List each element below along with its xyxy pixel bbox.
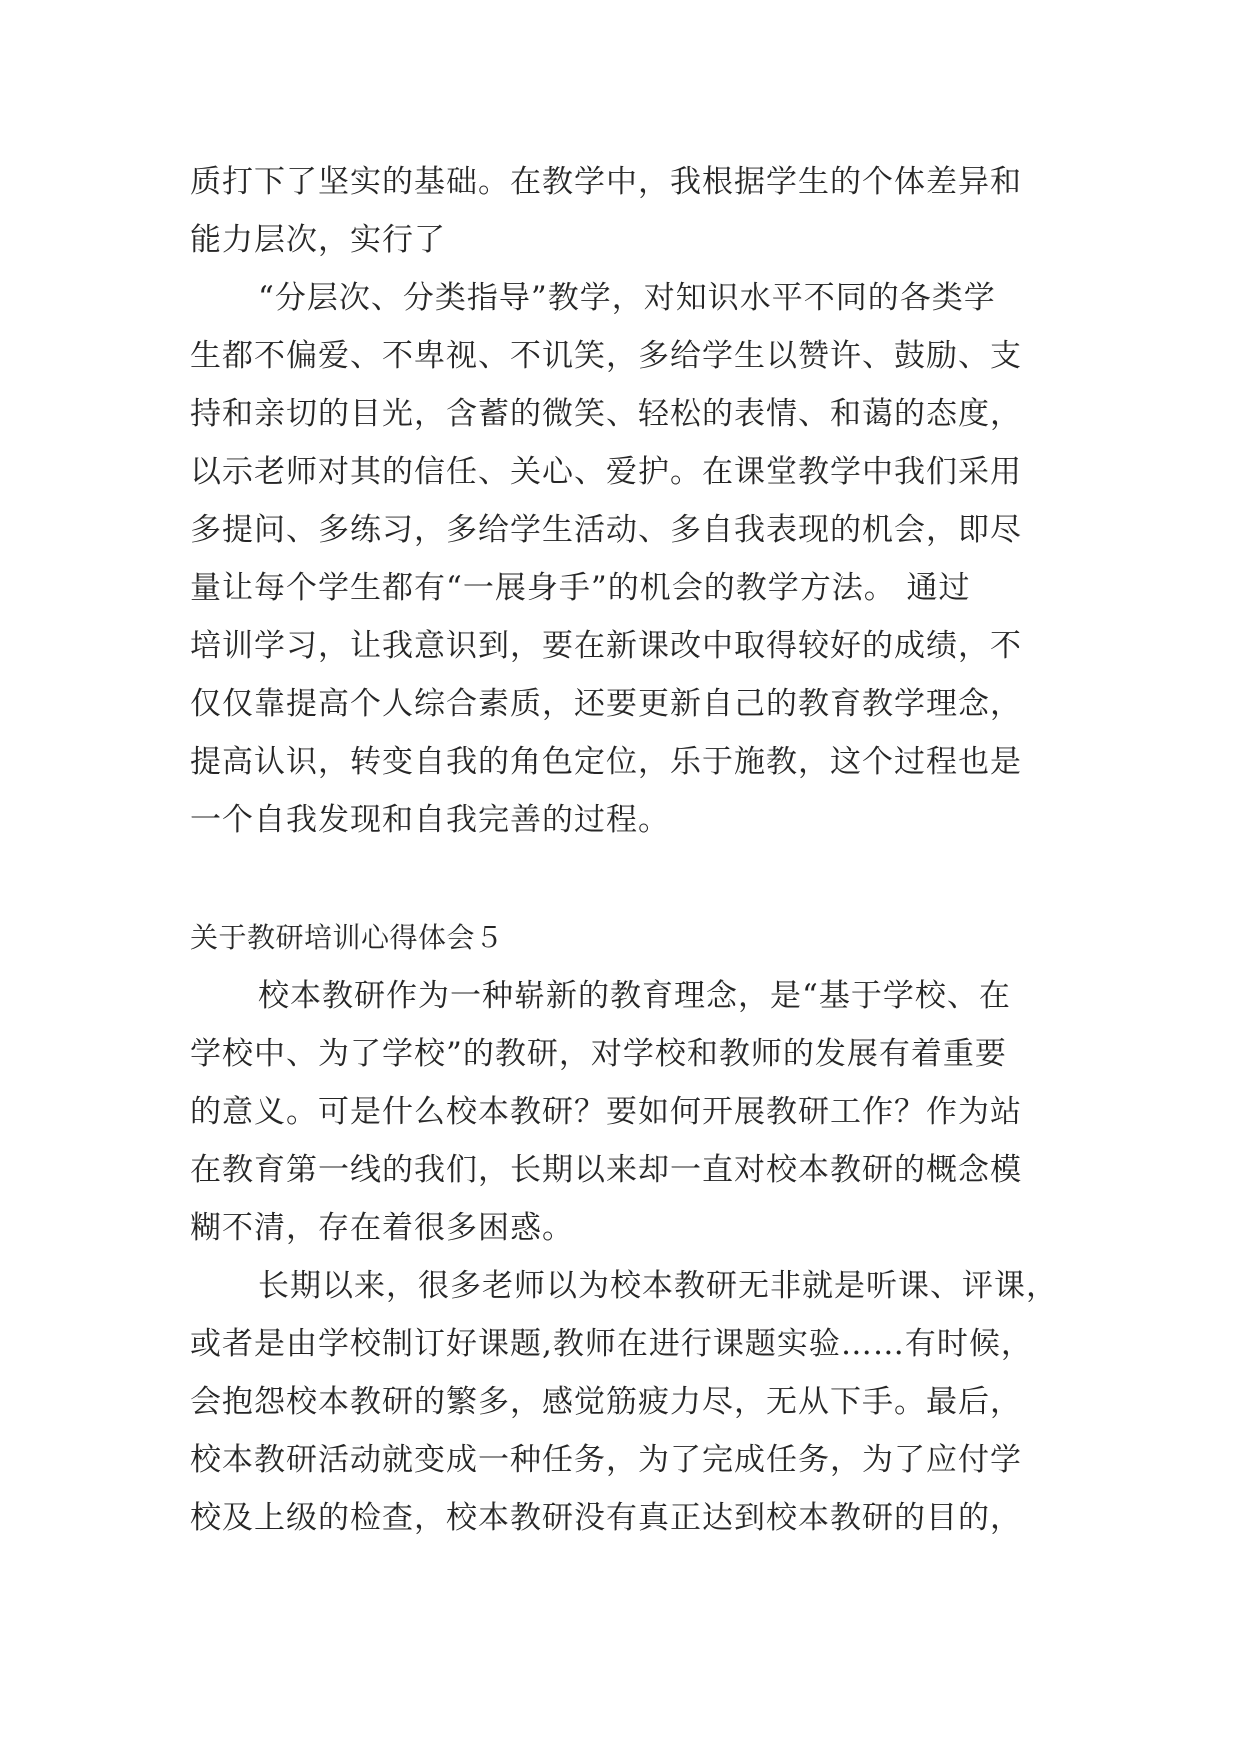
text-line: 以示老师对其的信任、关心、爱护。在课堂教学中我们采用	[190, 454, 1022, 490]
text-line: 提高认识，转变自我的角色定位，乐于施教，这个过程也是	[190, 744, 1022, 780]
text-line: 仅仅靠提高个人综合素质，还要更新自己的教育教学理念，	[190, 686, 1022, 722]
text-line: 的意义。可是什么校本教研？要如何开展教研工作？作为站	[190, 1094, 1022, 1130]
text-line: 量让每个学生都有“一展身手”的机会的教学方法。 通过	[190, 570, 971, 606]
paragraph-first-line: 校本教研作为一种崭新的教育理念，是“基于学校、在	[258, 978, 1011, 1014]
text-line: 多提问、多练习，多给学生活动、多自我表现的机会，即尽	[190, 512, 1022, 548]
text-line: 持和亲切的目光，含蓄的微笑、轻松的表情、和蔼的态度，	[190, 396, 1022, 432]
text-line: 校及上级的检查，校本教研没有真正达到校本教研的目的，	[190, 1500, 1022, 1536]
text-line: 或者是由学校制订好课题,教师在进行课题实验……有时候，	[190, 1326, 1033, 1362]
paragraph-first-line: “分层次、分类指导”教学，对知识水平不同的各类学	[258, 280, 996, 316]
text-line: 会抱怨校本教研的繁多，感觉筋疲力尽，无从下手。最后，	[190, 1384, 1022, 1420]
text-line: 学校中、为了学校”的教研，对学校和教师的发展有着重要	[190, 1036, 1007, 1072]
section-heading: 关于教研培训心得体会５	[190, 921, 504, 954]
text-line: 一个自我发现和自我完善的过程。	[190, 802, 670, 838]
paragraph-first-line: 长期以来，很多老师以为校本教研无非就是听课、评课，	[258, 1268, 1058, 1304]
text-line: 糊不清，存在着很多困惑。	[190, 1210, 574, 1246]
text-line: 生都不偏爱、不卑视、不讥笑，多给学生以赞许、鼓励、支	[190, 338, 1022, 374]
text-line: 培训学习，让我意识到，要在新课改中取得较好的成绩，不	[190, 628, 1022, 664]
text-line: 能力层次，实行了	[190, 222, 446, 258]
text-line: 校本教研活动就变成一种任务，为了完成任务，为了应付学	[190, 1442, 1022, 1478]
text-line: 质打下了坚实的基础。在教学中，我根据学生的个体差异和	[190, 164, 1022, 200]
text-line: 在教育第一线的我们，长期以来却一直对校本教研的概念模	[190, 1152, 1022, 1188]
